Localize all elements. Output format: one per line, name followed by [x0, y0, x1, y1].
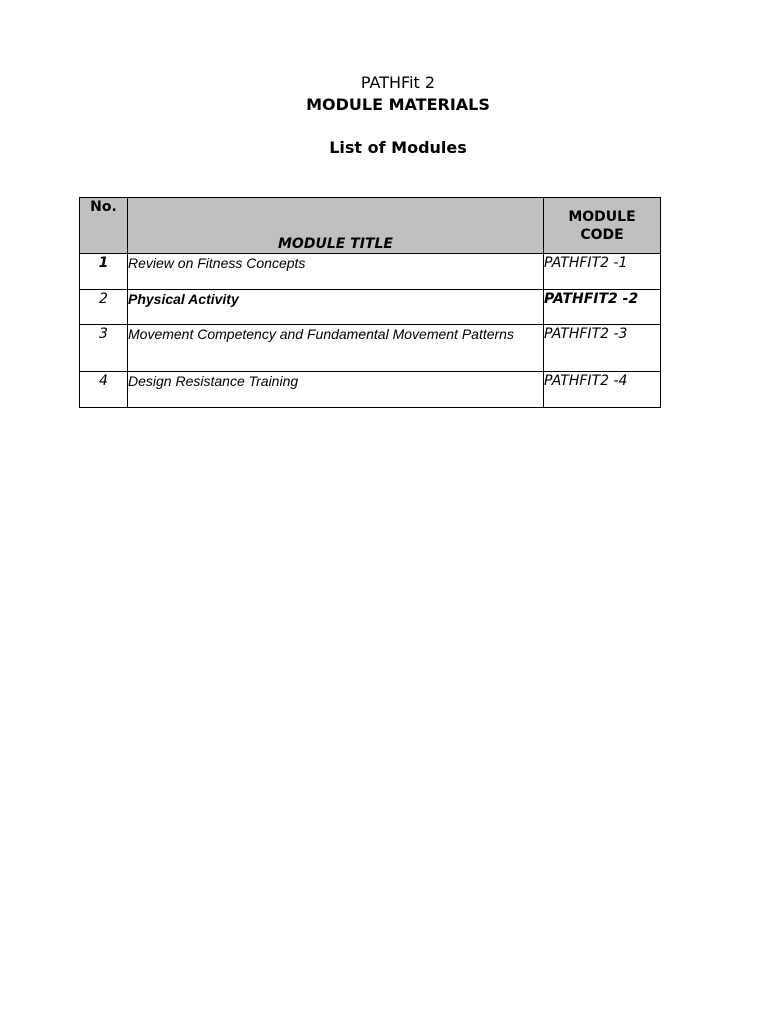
row-number: 2 [80, 290, 128, 325]
table-header-row [80, 198, 661, 254]
table-row [80, 372, 661, 408]
module-title: Physical Activity [128, 290, 544, 325]
list-title: List of Modules [329, 138, 467, 157]
document-heading: MODULE MATERIALS [306, 95, 490, 114]
table-row [80, 290, 661, 325]
header-module-code-line2: CODE [580, 226, 624, 243]
header-module-code-line1: MODULE [568, 208, 636, 225]
header-module-title: MODULE TITLE [128, 198, 544, 254]
row-number: 1 [80, 254, 128, 290]
course-title: PATHFit 2 [360, 73, 436, 92]
row-number: 3 [80, 325, 128, 372]
header-module-code [544, 198, 661, 254]
module-title: Design Resistance Training [128, 372, 544, 408]
table-row [80, 325, 661, 372]
module-title: Movement Competency and Fundamental Movement Patterns [128, 325, 544, 372]
module-title: Review on Fitness Concepts [128, 254, 544, 290]
module-code: PATHFIT2 -1 [544, 254, 661, 290]
module-code: PATHFIT2 -2 [544, 290, 661, 325]
table-row [80, 254, 661, 290]
row-number: 4 [80, 372, 128, 408]
module-code: PATHFIT2 -3 [544, 325, 661, 372]
module-code: PATHFIT2 -4 [544, 372, 661, 408]
header-no: No. [80, 198, 128, 254]
modules-table [79, 197, 661, 408]
